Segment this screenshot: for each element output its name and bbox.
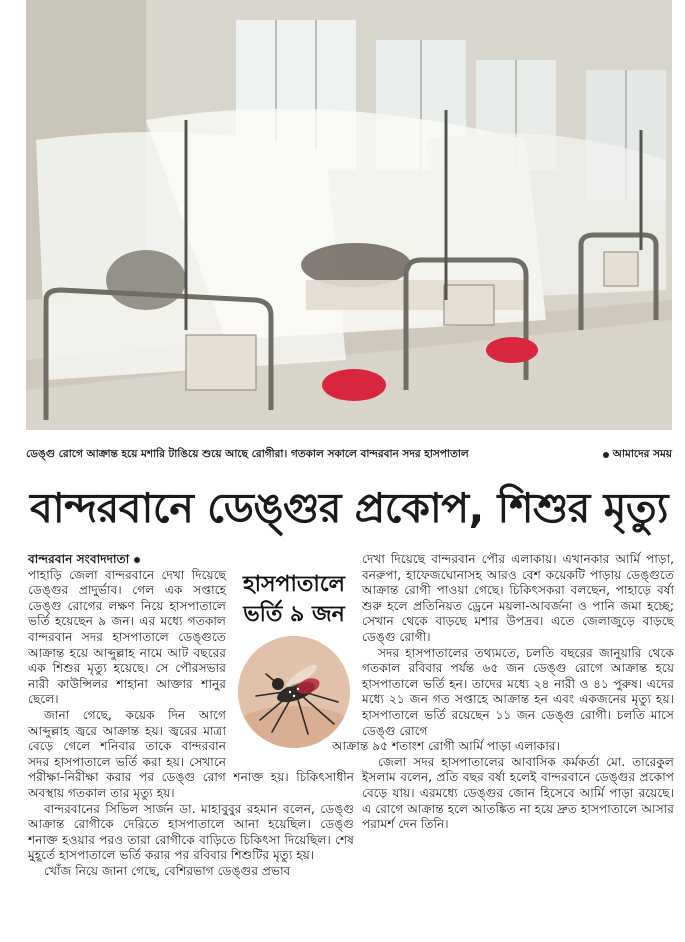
paragraph: বান্দরবানের সিভিল সার্জন ডা. মাহাবুবুর রহমান বলেন, ডেঙ্গু আক্রান্ত রোগীকে দেরিতে হাসপাতালে আনা হয়েছিল। ডেঙ্গু শনাক্ত হওয়ার পরও তারা রোগীকে বাড়িতে চিকিৎসা দিয়েছিল। শেষ মুহূর্তে হাসপাতালে ভর্তি করার পর রবিবার শিশুটির মৃত্যু হয়। (28, 801, 354, 863)
paragraph: পাহাড়ি জেলা বান্দরবানে দেখা দিয়েছে ডেঙ্গুর প্রাদুর্ভাব। গেল এক সপ্তাহে ডেঙ্গু রোগের লক্ষণ নিয়ে হাসপাতালে ভর্তি হয়েছেন ৯ জন। এর মধ্যে গতকাল বান্দরবান সদর হাসপাতালে ডেঙ্গুতে আক্রান্ত হয়ে আব্দুল্লাহ নামে আট বছরের এক শিশুর মৃত্যু হয়েছে। সে পৌরসভার নারী কাউন্সিলর শাহানা আক্তার শানুর ছেলে। (28, 567, 226, 707)
photo-credit (603, 447, 672, 464)
pull-quote-line-1: হাসপাতালে (243, 571, 345, 597)
pull-quote-box (234, 570, 354, 760)
caption-text: ডেঙ্গু রোগে আক্রান্ত হয়ে মশারি টাঙিয়ে শুয়ে আছে রোগীরা। গতকাল সকালে বান্দরবান সদর হাসপাতাল (26, 447, 469, 460)
mosquito-image (238, 636, 350, 748)
paragraph: জেলা সদর হাসপাতালের আবাসিক কর্মকর্তা মো. তারেকুল ইসলাম বলেন, প্রতি বছর বর্ষা হলেই বান্দরবানে ডেঙ্গুর প্রকোপ বেড়ে যায়। এরমধ্যে ডেঙ্গুর জোন হিসেবে আর্মি পাড়া রয়েছে। এ রোগে আক্রান্ত হলে আতঙ্কিত না হয়ে দ্রুত হাসপাতালে আসার পরামর্শ দেন তিনি। (362, 754, 674, 832)
paragraph: জানা গেছে, কয়েক দিন আগে আব্দুল্লাহ জ্বরে আক্রান্ত হয়। জ্বরের মাত্রা বেড়ে গেলে শনিবার তাকে বান্দরবান সদর হাসপাতালে ভর্তি করা হয়। সেখানে পরীক্ষা-নিরীক্ষা করার পর ডেঙ্গু রোগ শনাক্ত হয়। চিকিৎসাধীন অবস্থায় গতকাল তার মৃত্যু হয়। (28, 707, 354, 800)
paragraph: সদর হাসপাতালের তথ্যমতে, চলতি বছরের জানুয়ারি থেকে গতকাল রবিবার পর্যন্ত ৬৫ জন ডেঙ্গু রোগে আক্রান্ত হয়ে হাসপাতালে ভর্তি হন। তাদের মধ্যে ২৪ নারী ও ৪১ পুরুষ। এদের মধ্যে ২১ জন গত সপ্তাহে আক্রান্ত হন এবং একজনের মৃত্যু হয়। হাসপাতালে ভর্তি রয়েছেন ১১ জন ডেঙ্গু রোগী। চলতি মাসে ডেঙ্গু রোগে (362, 645, 674, 738)
bullet-icon (134, 557, 140, 563)
paragraph: দেখা দিয়েছে বান্দরবান পৌর এলাকায়। এখানকার আর্মি পাড়া, বনরুপা, হাফেজঘোনাসহ আরও বেশ কয়েকটি পাড়ায় ডেঙ্গুতে আক্রান্ত রোগী পাওয়া গেছে। চিকিৎসকরা বলছেন, পাহাড়ে বর্ষা শুরু হলে প্রতিনিয়ত ড্রেনে ময়লা-আবর্জনা ও পানি জমা হচ্ছে; সেখান থেকে বাড়ছে মশার উপদ্রব। এতে জেলাজুড়ে বাড়ছে ডেঙ্গু রোগী। (362, 552, 674, 644)
article-column-left (28, 552, 354, 879)
byline (28, 552, 354, 568)
paragraph: খোঁজ নিয়ে জানা গেছে, বেশিরভাগ ডেঙ্গুর প্রভাব (44, 863, 291, 878)
pull-quote-line-2: ভর্তি ৯ জন (243, 601, 345, 627)
news-photo (26, 0, 672, 430)
byline-text: বান্দরবান সংবাদদাতা (28, 552, 130, 566)
paragraph: আক্রান্ত ৯৫ শতাংশ রোগী আর্মি পাড়া এলাকার। (332, 739, 560, 754)
headline: বান্দরবানে ডেঙ্গুর প্রকোপ, শিশুর মৃত্যু (29, 484, 668, 532)
article-column-right (332, 552, 674, 833)
photo-caption (26, 444, 672, 466)
bullet-icon (603, 452, 609, 458)
photo-credit-text: আমাদের সময় (612, 447, 672, 460)
